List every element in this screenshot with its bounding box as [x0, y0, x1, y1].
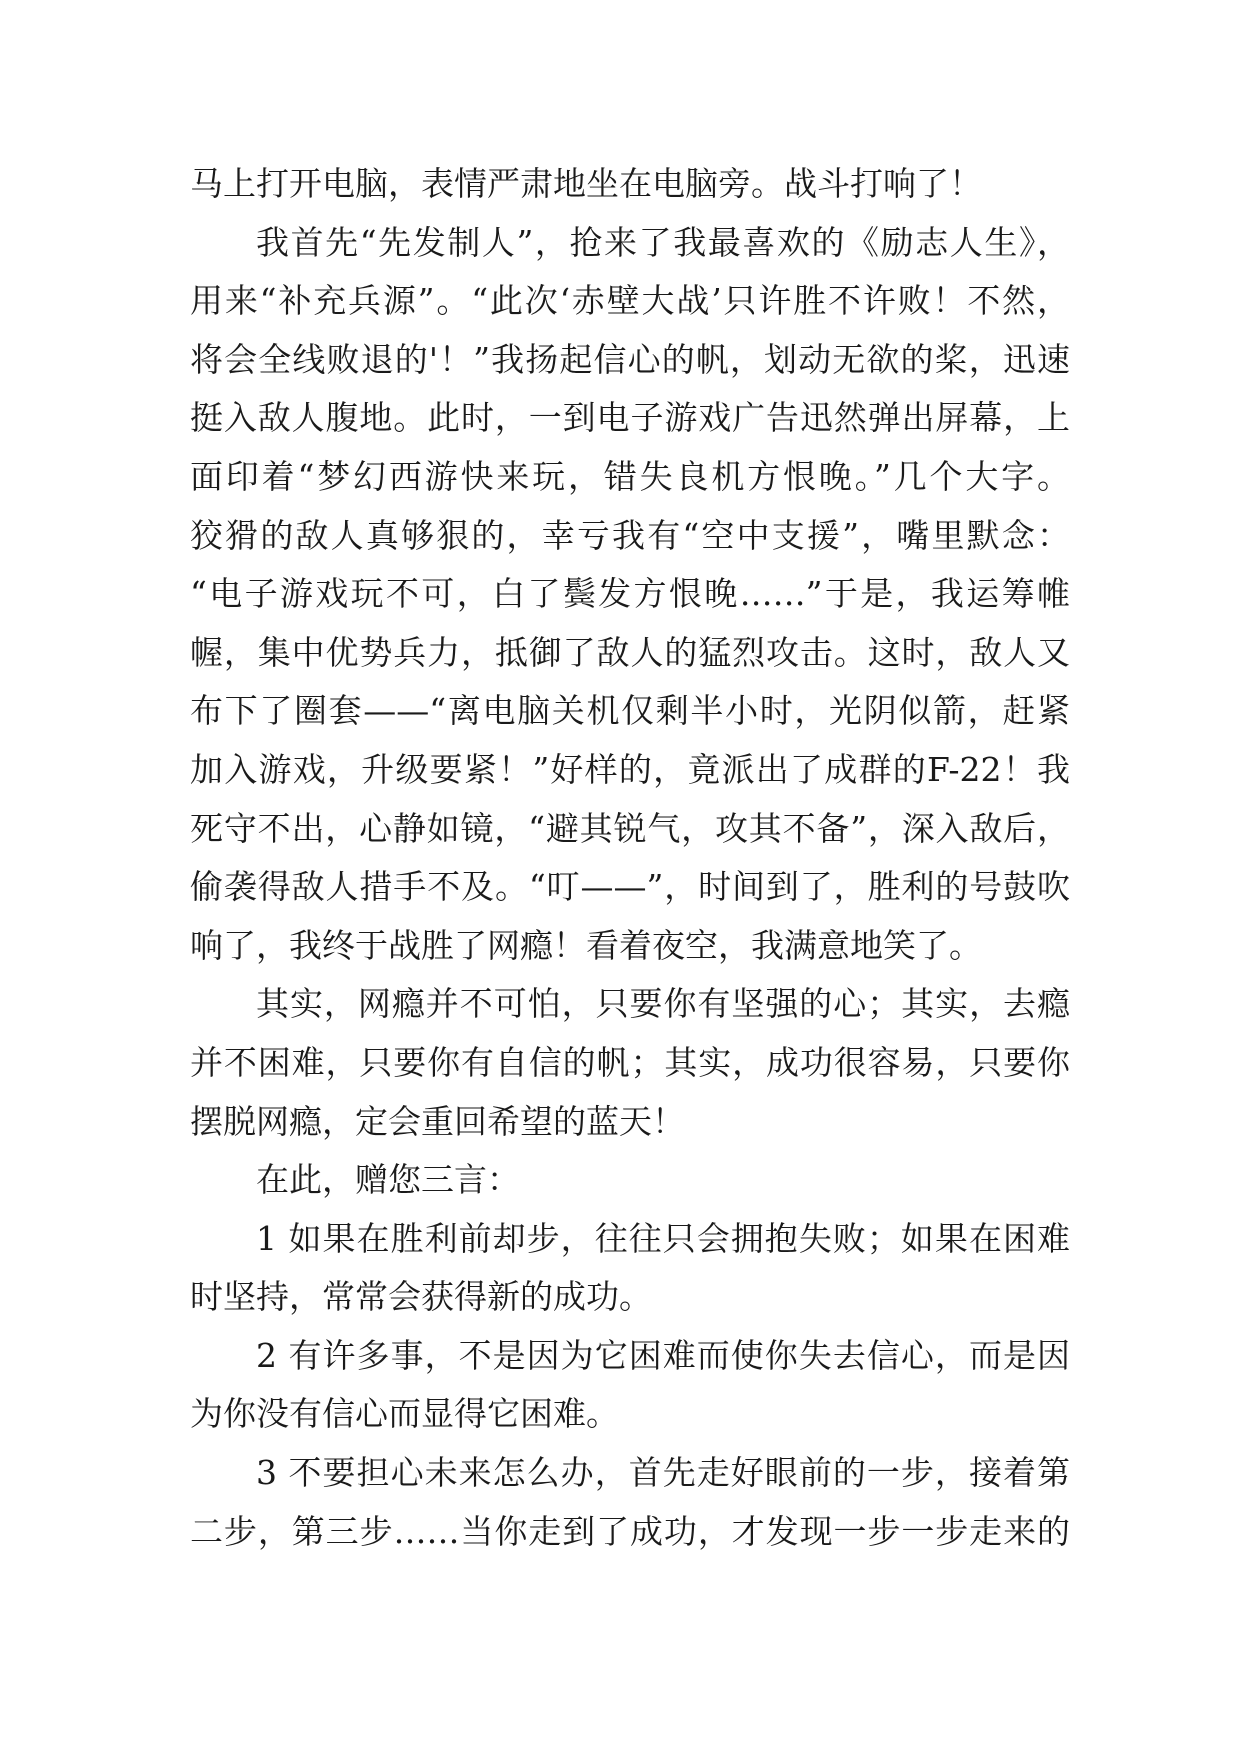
text-line: 将会全线败退的'！”我扬起信心的帆，划动无欲的桨，迅速: [190, 339, 1070, 379]
text-line: 摆脱网瘾，定会重回希望的蓝天！: [190, 1101, 685, 1141]
text-line: 时坚持，常常会获得新的成功。: [190, 1277, 652, 1317]
text-line: 二步，第三步……当你走到了成功，才发现一步一步走来的: [190, 1511, 1070, 1551]
text-line: 1 如果在胜利前却步，往往只会拥抱失败；如果在困难: [256, 1218, 1070, 1258]
text-line: 面印着“梦幻西游快来玩，错失良机方恨晚。”几个大字。: [190, 456, 1070, 496]
text-line: 其实，网瘾并不可怕，只要你有坚强的心；其实，去瘾: [256, 984, 1070, 1024]
text-line: 幄，集中优势兵力，抵御了敌人的猛烈攻击。这时，敌人又: [190, 632, 1070, 672]
text-line: 加入游戏，升级要紧！”好样的，竟派出了成群的F-22！我: [190, 749, 1070, 789]
text-line: 为你没有信心而显得它困难。: [190, 1394, 619, 1434]
text-line: 我首先“先发制人”，抢来了我最喜欢的《励志人生》，: [256, 222, 1070, 262]
text-line: 死守不出，心静如镜，“避其锐气，攻其不备”，深入敌后，: [190, 808, 1070, 848]
text-line: 挺入敌人腹地。此时，一到电子游戏广告迅然弹出屏幕，上: [190, 398, 1070, 438]
text-line: 偷袭得敌人措手不及。“叮——”，时间到了，胜利的号鼓吹: [190, 867, 1070, 907]
text-line: 狡猾的敌人真够狠的，幸亏我有“空中支援”，嘴里默念：: [190, 515, 1070, 555]
text-line: 在此，赠您三言：: [256, 1160, 520, 1200]
text-line: 响了，我终于战胜了网瘾！看着夜空，我满意地笑了。: [190, 925, 982, 965]
text-line: 用来“补充兵源”。“此次‘赤壁大战’只许胜不许败！不然，: [190, 281, 1070, 321]
text-line: 布下了圈套——“离电脑关机仅剩半小时，光阴似箭，赶紧: [190, 691, 1070, 731]
text-line: 马上打开电脑，表情严肃地坐在电脑旁。战斗打响了！: [190, 164, 982, 203]
text-line: “电子游戏玩不可，白了鬓发方恨晚……”于是，我运筹帷: [190, 574, 1070, 614]
text-line: 3 不要担心未来怎么办，首先走好眼前的一步，接着第: [256, 1453, 1070, 1493]
text-line: 2 有许多事，不是因为它困难而使你失去信心，而是因: [256, 1335, 1070, 1375]
body-text: [190, 155, 1070, 1561]
text-line: 并不困难，只要你有自信的帆；其实，成功很容易，只要你: [190, 1042, 1070, 1082]
